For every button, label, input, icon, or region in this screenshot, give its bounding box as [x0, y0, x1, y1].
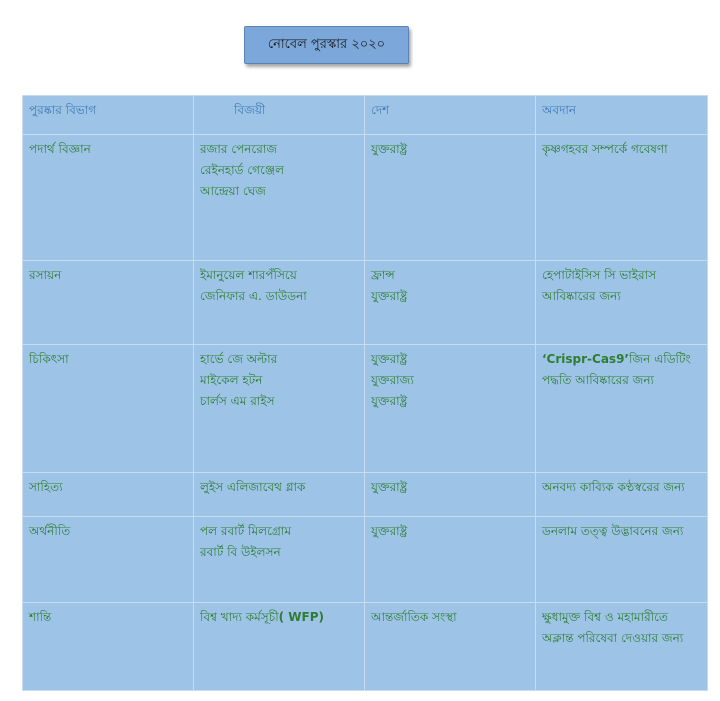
country-name: যুক্তরাজ্য — [371, 373, 414, 387]
country-name: যুক্তরাষ্ট্র — [371, 524, 408, 538]
country-name: যুক্তরাষ্ট্র — [371, 142, 408, 156]
winner-name: রবার্ট বি উইলসন — [200, 545, 281, 559]
winners-cell — [194, 473, 365, 517]
table-header-row — [23, 96, 708, 135]
category-cell: সাহিত্য — [23, 473, 194, 517]
winners-cell — [194, 345, 365, 473]
winners-cell — [194, 517, 365, 603]
category-cell: রসায়ন — [23, 261, 194, 345]
country-cell — [365, 603, 536, 691]
winner-name: রেইনহার্ড গেঞ্জেল — [200, 163, 285, 177]
table-row — [23, 517, 708, 603]
country-cell — [365, 135, 536, 261]
winner-name: রজার পেনরোজ — [200, 142, 278, 156]
table-row — [23, 603, 708, 691]
contribution-cell: অনবদ্য কাব্যিক কণ্ঠস্বরের জন্য — [536, 473, 708, 517]
winner-name: পল রবার্ট মিলগ্রোম — [200, 524, 292, 538]
header-category: পুরষ্কার বিভাগ — [23, 96, 194, 135]
country-name: আন্তর্জাতিক সংস্থা — [371, 610, 457, 624]
table-row — [23, 473, 708, 517]
winner-name: চার্লস এম রাইস — [200, 394, 275, 408]
table-row — [23, 345, 708, 473]
winners-cell — [194, 261, 365, 345]
nobel-table — [22, 95, 708, 691]
category-cell: পদার্থ বিজ্ঞান — [23, 135, 194, 261]
country-cell — [365, 473, 536, 517]
contribution-cell — [536, 345, 708, 473]
contribution-cell: কৃষ্ণগহবর সম্পর্কে গবেষণা — [536, 135, 708, 261]
header-winner: বিজয়ী — [194, 96, 365, 135]
contribution-cell: ক্ষুধামুক্ত বিশ্ব ও মহামারীতে অক্লান্ত পরিষেবা দেওয়ার জন্য — [536, 603, 708, 691]
country-name: ফ্রান্স — [371, 268, 395, 282]
category-cell: শান্তি — [23, 603, 194, 691]
winner-name: আন্দ্রেয়া ঘেজ — [200, 184, 266, 198]
country-name: যুক্তরাষ্ট্র — [371, 480, 408, 494]
winner-name: জেনিফার এ. ডাউডনা — [200, 289, 307, 303]
category-cell: চিকিৎসা — [23, 345, 194, 473]
contribution-text: জিন এডিটিং পদ্ধতি আবিষ্কারের জন্য — [542, 352, 691, 387]
country-name: যুক্তরাষ্ট্র — [371, 352, 408, 366]
page-title: নোবেল পুরস্কার ২০২০ — [244, 26, 409, 64]
country-name: যুক্তরাষ্ট্র — [371, 289, 408, 303]
country-cell — [365, 261, 536, 345]
winner-name: মাইকেল হটন — [200, 373, 263, 387]
winners-cell — [194, 603, 365, 691]
wfp-abbr: ( WFP) — [278, 610, 325, 624]
winner-name — [200, 607, 358, 628]
contribution-cell: হেপাটাইসিস সি ভাইরাস আবিষ্কারের জন্য — [536, 261, 708, 345]
winner-name: ইমানুয়েল শারপঁসিয়ে — [200, 268, 297, 282]
winner-name: লুইস এলিজাবেথ গ্লাক — [200, 480, 306, 494]
header-contribution: অবদান — [536, 96, 708, 135]
table-row — [23, 261, 708, 345]
winner-name: হার্ভে জে অল্টার — [200, 352, 278, 366]
country-cell — [365, 517, 536, 603]
contribution-cell: ডনলাম তত্ত্ব উদ্ভাবনের জন্য — [536, 517, 708, 603]
country-name: যুক্তরাষ্ট্র — [371, 394, 408, 408]
category-cell: অর্থনীতি — [23, 517, 194, 603]
winners-cell — [194, 135, 365, 261]
country-cell — [365, 345, 536, 473]
crispr-highlight: ‘Crispr-Cas9’ — [542, 352, 629, 366]
header-country: দেশ — [365, 96, 536, 135]
wfp-name: বিশ্ব খাদ্য কর্মসূচী — [200, 610, 279, 624]
table-row — [23, 135, 708, 261]
